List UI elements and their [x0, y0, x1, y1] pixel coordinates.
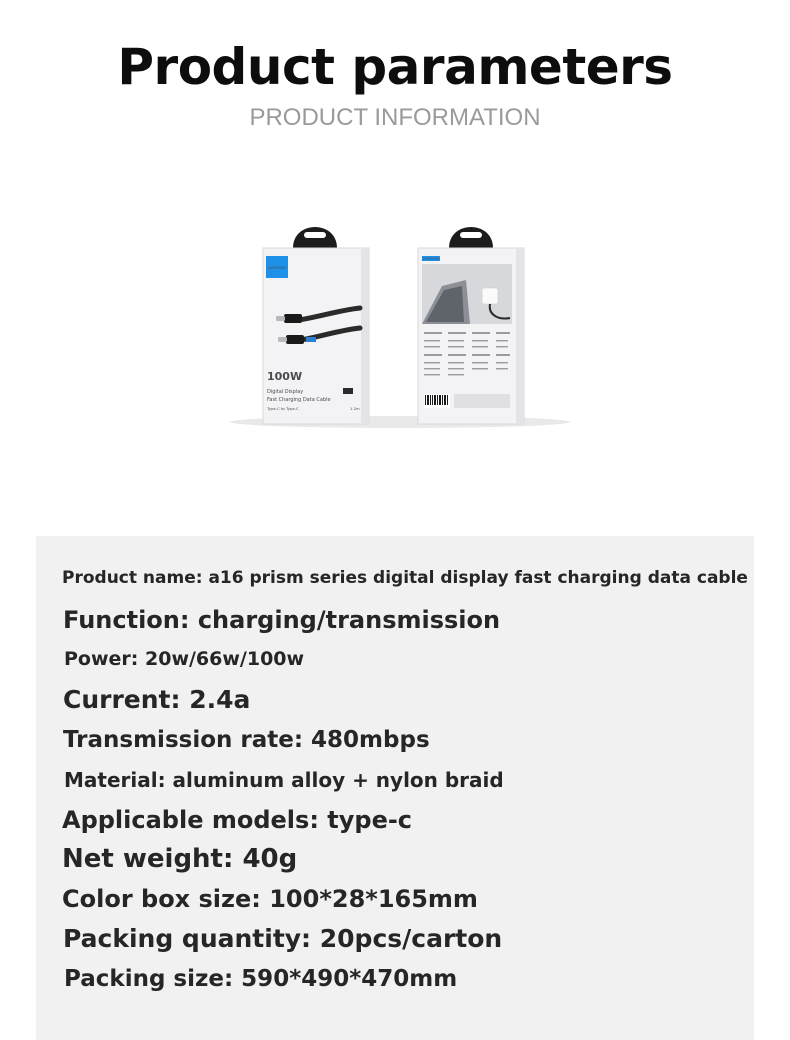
spec-transmission-rate: Transmission rate: 480mbps — [63, 727, 430, 753]
back-brand-text: JOYROOM — [423, 257, 439, 261]
spec-color-box-size: Color box size: 100*28*165mm — [62, 885, 478, 913]
back-box — [418, 227, 524, 424]
front-line2-text: Fast Charging Data Cable — [267, 397, 331, 403]
spec-packing-size: Packing size: 590*490*470mm — [64, 966, 458, 992]
front-box — [263, 227, 369, 424]
spec-product-name: Product name: a16 prism series digital display fast charging data cable — [62, 568, 748, 588]
product-packaging-illustration — [200, 190, 600, 450]
front-length-text: 1.2m — [350, 406, 360, 411]
spec-function: Function: charging/transmission — [63, 606, 501, 634]
barcode-graphic — [424, 394, 510, 408]
spec-power: Power: 20w/66w/100w — [64, 648, 305, 670]
page-subtitle: PRODUCT INFORMATION — [249, 104, 541, 131]
specifications-panel — [36, 536, 754, 1040]
front-line1-text: Digital Display — [267, 389, 304, 395]
front-power-text: 100W — [267, 370, 303, 383]
spec-applicable-models: Applicable models: type-c — [62, 806, 413, 834]
spec-material: Material: aluminum alloy + nylon braid — [64, 768, 504, 792]
page-title: Product parameters — [117, 38, 673, 96]
spec-packing-quantity: Packing quantity: 20pcs/carton — [63, 924, 503, 953]
product-packaging-image — [200, 190, 600, 450]
front-brand-text: JOYROOM — [268, 266, 286, 270]
spec-net-weight: Net weight: 40g — [62, 844, 298, 874]
front-line3-text: Type-C to Type-C — [267, 406, 299, 411]
spec-current: Current: 2.4a — [63, 685, 251, 714]
